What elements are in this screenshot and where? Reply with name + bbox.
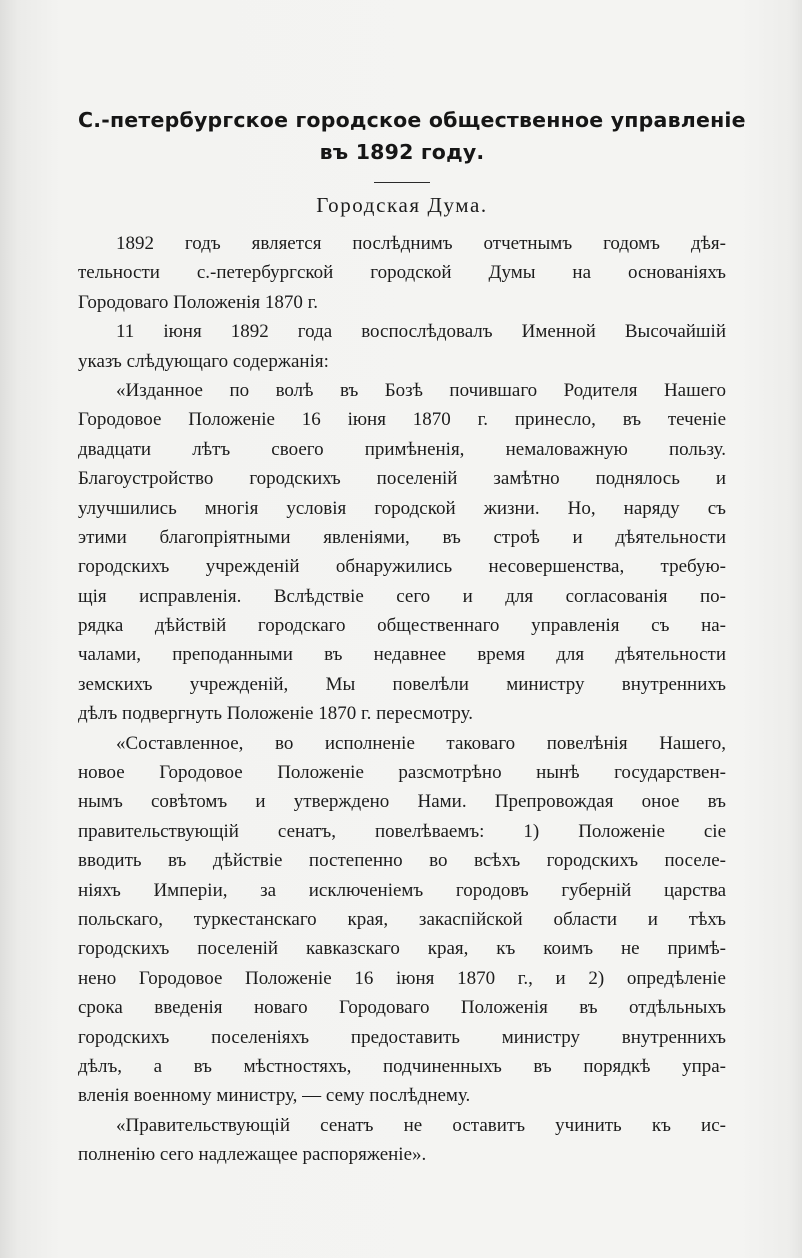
- text-line: тельности с.-петербургской городской Думы на основаніяхъ: [78, 262, 726, 284]
- text-line: 1892 годъ является послѣднимъ отчетнымъ годомъ дѣя-: [116, 233, 726, 254]
- text-line: этими благопріятными явленіями, въ строѣ и дѣятельности: [78, 526, 726, 548]
- text-line: полненію сего надлежащее распоряженіе».: [78, 1144, 427, 1166]
- text-line: срока введенія новаго Городоваго Положенія въ отдѣльныхъ: [78, 997, 726, 1019]
- text-line: Городовое Положеніе 16 іюня 1870 г. принесло, въ теченіе: [78, 409, 726, 431]
- text-line: Благоустройство городскихъ поселеній замѣтно поднялось и: [78, 468, 726, 490]
- paragraph: [78, 1111, 726, 1170]
- title-line-1: С.-петербургское городское общественное управленіе: [78, 108, 746, 132]
- text-line: ніяхъ Имперіи, за исключеніемъ городовъ губерній царства: [78, 879, 726, 901]
- text-line: улучшились многія условія городской жизни. Но, наряду съ: [78, 497, 726, 519]
- text-line: городскихъ поселеніяхъ предоставить министру внутреннихъ: [78, 1026, 726, 1048]
- paragraph: [78, 317, 726, 376]
- page-content: [78, 104, 746, 1170]
- title-line-2: въ 1892 году.: [319, 140, 485, 164]
- text-line: польскаго, туркестанскаго края, закаспійской области и тѣхъ: [78, 908, 726, 930]
- text-line: Городоваго Положенія 1870 г.: [78, 291, 319, 313]
- paragraph: [78, 376, 726, 729]
- text-line: правительствующій сенатъ, повелѣваемъ: 1) Положеніе сіе: [78, 820, 726, 842]
- text-line: чалами, преподанными въ недавнее время для дѣятельности: [78, 644, 726, 666]
- text-line: городскихъ поселеній кавказскаго края, къ коимъ не примѣ-: [78, 938, 726, 960]
- text-line: дѣлъ подвергнуть Положеніе 1870 г. пересмотру.: [78, 703, 473, 725]
- text-line: щія исправленія. Вслѣдствіе сего и для согласованія по-: [78, 585, 726, 607]
- text-line: нено Городовое Положеніе 16 іюня 1870 г., и 2) опредѣленіе: [78, 967, 726, 989]
- paragraph: [78, 229, 726, 317]
- text-line: нымъ совѣтомъ и утверждено Нами. Препровождая оное въ: [78, 791, 726, 813]
- text-line: рядка дѣйствій городскаго общественнаго управленія съ на-: [78, 615, 726, 637]
- page-title: [78, 104, 746, 168]
- section-heading: Городская Дума.: [316, 193, 488, 217]
- text-line: земскихъ учрежденій, Мы повелѣли министру внутреннихъ: [78, 673, 726, 695]
- paragraph: [78, 729, 726, 1111]
- text-line: городскихъ учрежденій обнаружились несовершенства, требую-: [78, 556, 726, 578]
- title-divider: [374, 182, 430, 183]
- text-line: двадцати лѣтъ своего примѣненія, немаловажную пользу.: [78, 438, 726, 460]
- text-line: дѣлъ, а въ мѣстностяхъ, подчиненныхъ въ порядкѣ упра-: [78, 1055, 726, 1077]
- text-line: «Составленное, во исполненіе таковаго повелѣнія Нашего,: [116, 732, 726, 754]
- text-line: указъ слѣдующаго содержанія:: [78, 350, 329, 372]
- text-line: новое Городовое Положеніе разсмотрѣно нынѣ государствен-: [78, 762, 726, 784]
- body-text: [78, 229, 726, 1170]
- text-line: вленія военному министру, — сему послѣднему.: [78, 1085, 471, 1107]
- text-line: «Правительствующій сенатъ не оставитъ учинить къ ис-: [116, 1114, 726, 1136]
- text-line: «Изданное по волѣ въ Бозѣ почившаго Родителя Нашего: [116, 379, 726, 401]
- text-line: 11 іюня 1892 года воспослѣдовалъ Именной Высочайшій: [116, 321, 726, 343]
- text-line: вводить въ дѣйствіе постепенно во всѣхъ городскихъ поселе-: [78, 850, 726, 872]
